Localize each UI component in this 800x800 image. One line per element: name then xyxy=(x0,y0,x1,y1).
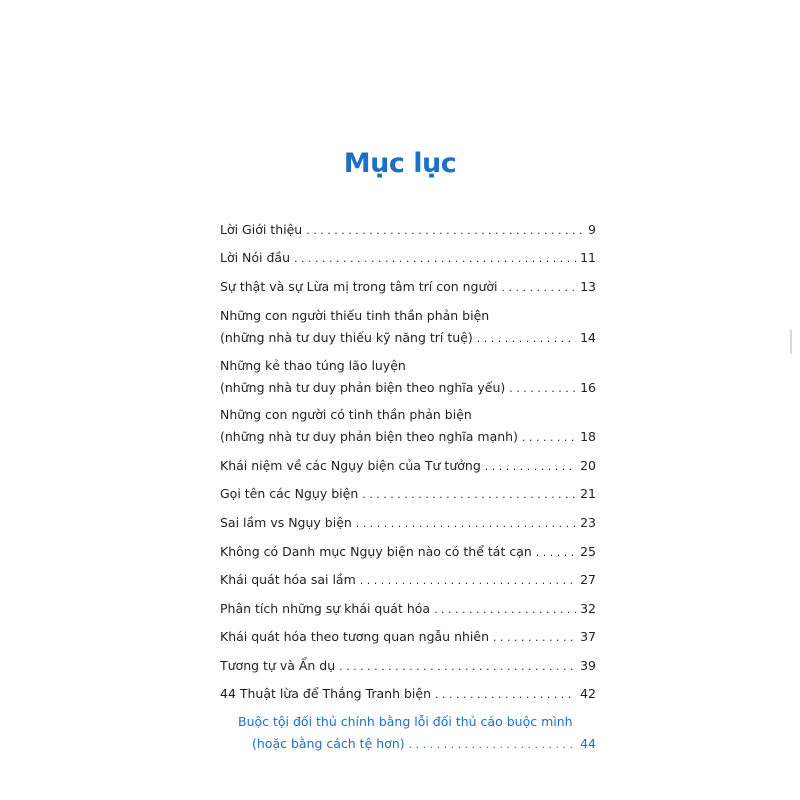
toc-entry xyxy=(220,404,596,449)
page-number: 37 xyxy=(580,629,596,644)
toc-entry xyxy=(220,626,596,649)
page-number: 39 xyxy=(580,658,596,673)
entry-title: Lời Nói đầu xyxy=(220,250,291,265)
toc-entry xyxy=(220,355,596,400)
entry-title: Sai lầm vs Ngụy biện xyxy=(220,515,352,530)
toc-entry xyxy=(220,455,596,478)
page-number: 16 xyxy=(580,380,596,395)
entry-title: 44 Thuật lừa để Thắng Tranh biện xyxy=(220,686,432,701)
entry-title: Khái niệm về các Ngụy biện của Tư tưởng xyxy=(220,458,481,473)
page-number: 13 xyxy=(580,279,596,294)
page-number: 11 xyxy=(580,250,596,265)
dot-leader xyxy=(360,570,576,592)
dot-leader xyxy=(339,656,576,678)
dot-leader xyxy=(477,328,576,350)
dot-leader xyxy=(522,427,576,449)
page-number: 18 xyxy=(580,429,596,444)
dot-leader xyxy=(509,378,576,400)
entry-title: Không có Danh mục Ngụy biện nào có thể tát cạn xyxy=(220,544,532,559)
entry-subtitle: (những nhà tư duy thiếu kỹ năng trí tuệ) xyxy=(220,330,473,345)
entry-title: Phân tích những sự khái quát hóa xyxy=(220,601,431,616)
toc-entry xyxy=(220,305,596,350)
page-number: 21 xyxy=(580,486,596,501)
page-number: 14 xyxy=(580,330,596,345)
dot-leader xyxy=(493,627,576,649)
toc-entry xyxy=(220,276,596,299)
page-number: 42 xyxy=(580,686,596,701)
page-number: 44 xyxy=(580,736,596,751)
toc-entry xyxy=(220,569,596,592)
entry-title: Sự thật và sự Lừa mị trong tâm trí con người xyxy=(220,279,498,294)
dot-leader xyxy=(485,456,576,478)
page-number: 32 xyxy=(580,601,596,616)
sub-entry-subtitle: (hoặc bằng cách tệ hơn) xyxy=(252,736,405,751)
toc-entry xyxy=(220,598,596,621)
dot-leader xyxy=(306,220,584,242)
toc-entry xyxy=(220,541,596,564)
toc-entry xyxy=(220,512,596,535)
entry-title: Gọi tên các Ngụy biện xyxy=(220,486,359,501)
toc-entry xyxy=(220,247,596,270)
page-number: 20 xyxy=(580,458,596,473)
toc-entry xyxy=(220,219,596,242)
toc-entry xyxy=(220,683,596,706)
entry-title: Những con người có tinh thần phản biện xyxy=(220,407,472,422)
page-title: Mục lục xyxy=(343,148,457,179)
entry-title: Tương tự và Ẩn dụ xyxy=(220,658,336,673)
entry-subtitle: (những nhà tư duy phản biện theo nghĩa mạnh) xyxy=(220,429,518,444)
entry-title: Lời Giới thiệu xyxy=(220,222,303,237)
page-number: 25 xyxy=(580,544,596,559)
dot-leader xyxy=(502,277,577,299)
entry-title: Những kẻ thao túng lão luyện xyxy=(220,358,406,373)
page-number: 9 xyxy=(588,222,596,237)
dot-leader xyxy=(362,484,576,506)
entry-title: Những con người thiếu tinh thần phản biện xyxy=(220,308,490,323)
toc-entry xyxy=(220,483,596,506)
dot-leader xyxy=(435,684,576,706)
sub-entry-title: Buộc tội đối thủ chính bằng lỗi đối thủ cáo buộc mình xyxy=(238,714,573,729)
dot-leader xyxy=(536,542,576,564)
entry-subtitle: (những nhà tư duy phản biện theo nghĩa yếu) xyxy=(220,380,506,395)
page-number: 23 xyxy=(580,515,596,530)
entry-title: Khái quát hóa sai lầm xyxy=(220,572,356,587)
dot-leader xyxy=(409,734,576,756)
entry-title: Khái quát hóa theo tương quan ngẫu nhiên xyxy=(220,629,490,644)
toc-entry xyxy=(220,655,596,678)
dot-leader xyxy=(434,599,576,621)
dot-leader xyxy=(356,513,576,535)
page-number: 27 xyxy=(580,572,596,587)
toc-sub-entry xyxy=(238,711,596,756)
page-edge-mark xyxy=(790,330,792,354)
dot-leader xyxy=(294,248,576,270)
